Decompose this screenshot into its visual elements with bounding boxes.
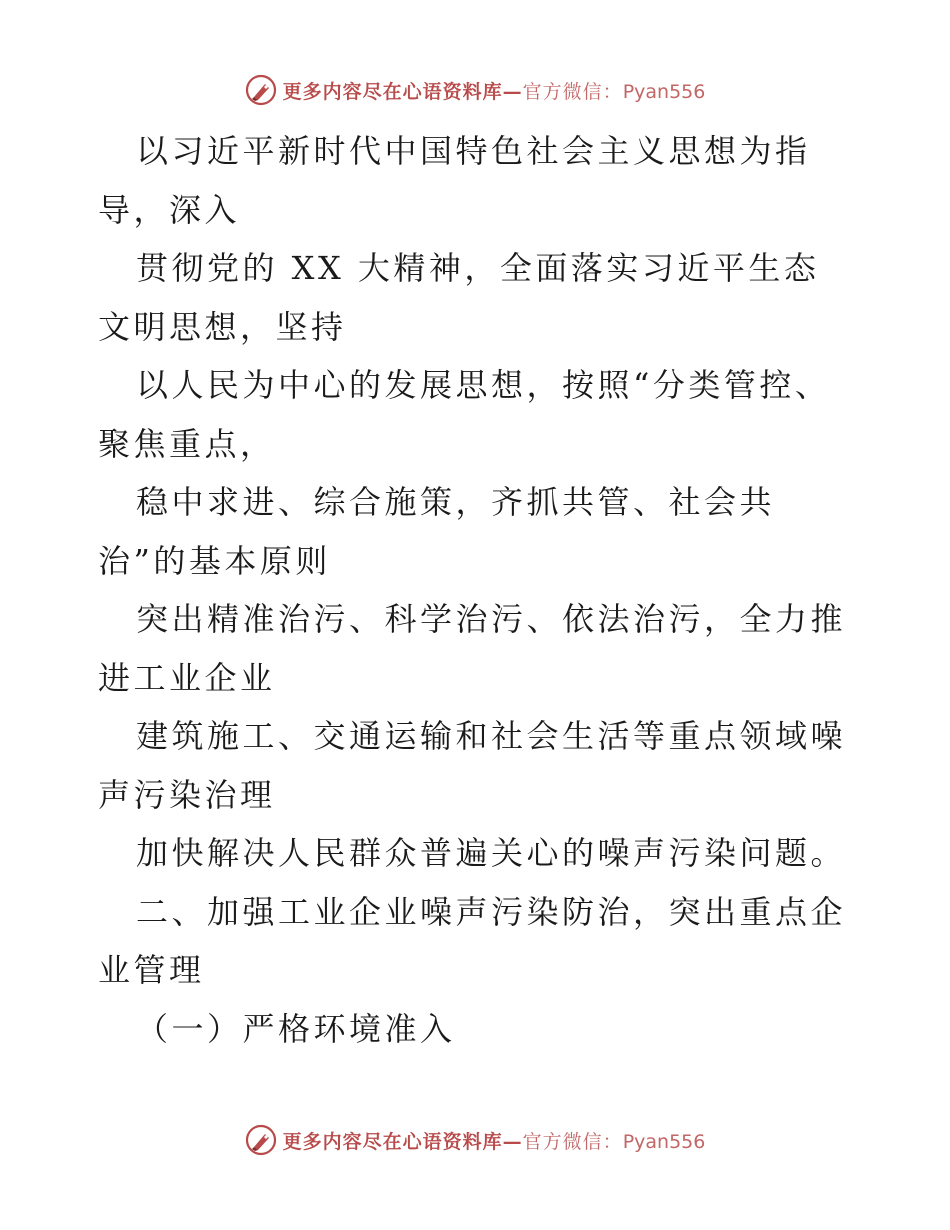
banner-text [283,77,706,104]
pen-nib-logo-icon [245,74,277,106]
banner-wechat-id: Pyan556 [622,80,706,103]
subsection-heading: （一）严格环境准入 [136,1009,456,1048]
paragraph: 贯彻党的 XX 大精神，全面落实习近平生态文明思想，坚持 [98,249,820,346]
banner-separator: — [502,1130,523,1153]
banner-wechat-label: 官方微信： [522,1130,623,1153]
banner-wechat-label: 官方微信： [522,80,623,103]
banner-text [283,1127,706,1154]
document-body [98,122,854,1058]
banner-main-text: 更多内容尽在心语资料库 [282,1130,503,1153]
paragraph: 以习近平新时代中国特色社会主义思想为指导，深入 [98,132,811,229]
pen-nib-logo-icon [245,1124,277,1156]
banner-wechat-id: Pyan556 [622,1130,706,1153]
paragraph: 以人民为中心的发展思想，按照“分类管控、聚焦重点， [98,366,831,463]
banner-main-text: 更多内容尽在心语资料库 [282,80,503,103]
paragraph: 建筑施工、交通运输和社会生活等重点领域噪声污染治理 [98,717,847,814]
banner-separator: — [502,80,523,103]
paragraph: 加快解决人民群众普遍关心的噪声污染问题。 [136,834,847,872]
section-heading: 二、加强工业企业噪声污染防治，突出重点企业管理 [98,892,847,989]
paragraph: 稳中求进、综合施策，齐抓共管、社会共治”的基本原则 [98,483,776,580]
footer-banner [0,1120,950,1160]
paragraph: 突出精准治污、科学治污、依法治污，全力推进工业企业 [98,600,847,697]
header-banner [0,70,950,110]
